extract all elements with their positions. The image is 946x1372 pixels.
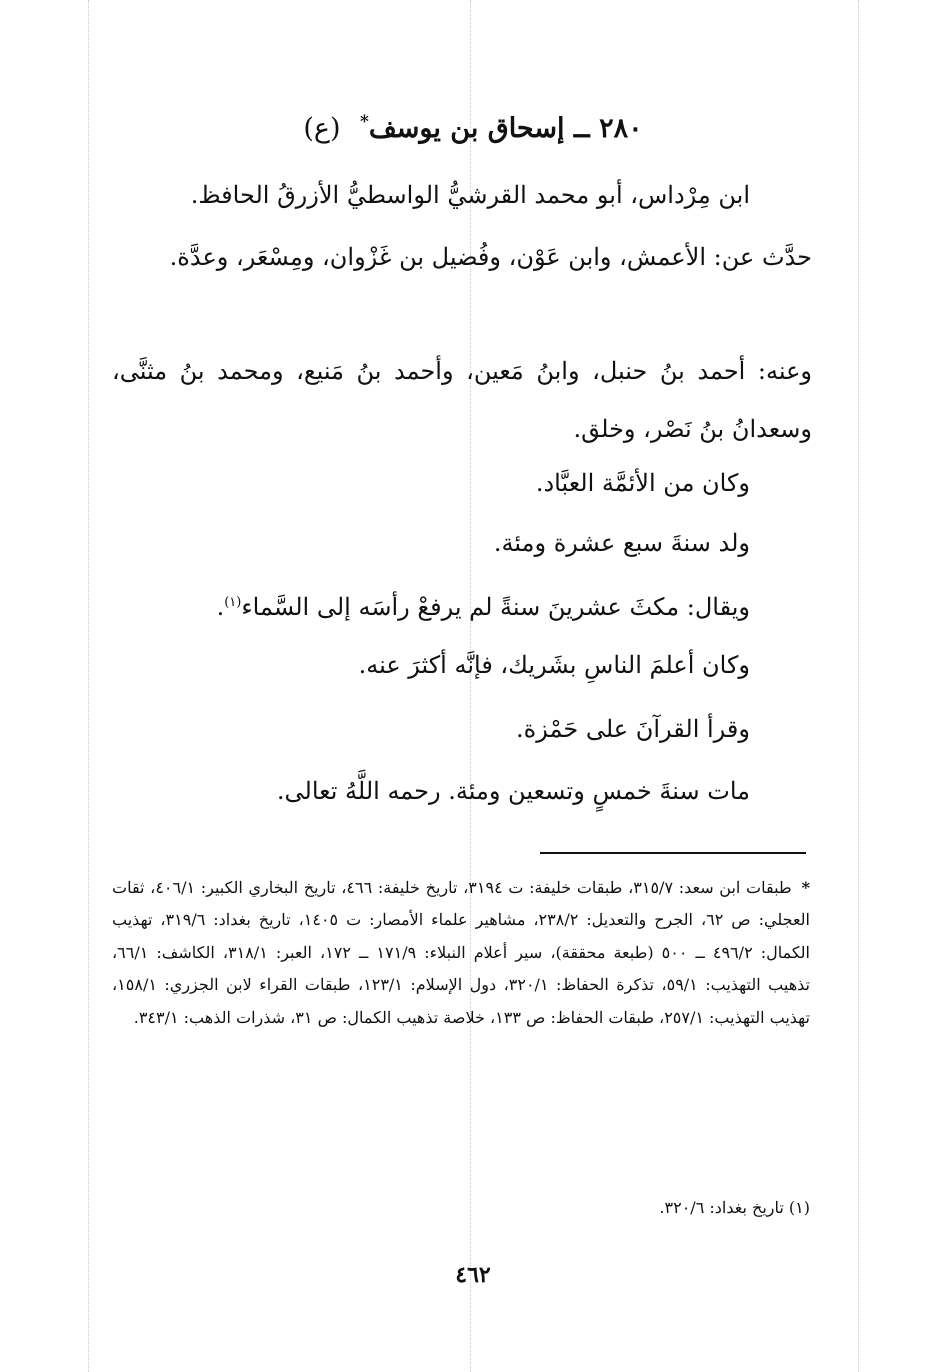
paragraph-teachers: حدَّث عن: الأعمش، وابن عَوْن، وفُضيل بن غَزْوان، ومِسْعَر، وعدَّة. xyxy=(169,243,812,271)
paragraph-character: وكان من الأئمَّة العبَّاد. xyxy=(535,469,750,497)
footnote-separator xyxy=(540,852,806,854)
paragraph-birth: ولد سنةَ سبع عشرة ومئة. xyxy=(493,529,750,557)
paragraph-students: وعنه: أحمد بنُ حنبل، وابنُ مَعين، وأحمد بنُ مَنيع، ومحمد بنُ مثنَّى، وسعدانُ بنُ نَصْر، وخلق. xyxy=(112,357,812,443)
sources-star-marker: * xyxy=(359,112,369,132)
paragraph-prayer-end: . xyxy=(216,593,225,621)
paragraph-prayer-text: ويقال: مكثَ عشرينَ سنةً لم يرفعْ رأسَه إلى السَّماء xyxy=(241,593,750,621)
sources-footnote xyxy=(112,872,810,1034)
sources-footnote-text: طبقات ابن سعد: ٣١٥/٧، طبقات خليفة: ت ٣١٩٤، تاريخ خليفة: ٤٦٦، تاريخ البخاري الكبير: ٤٠٦/١، ثقات العجلي: ص ٦٢، الجرح والتعديل: ٢٣٨/٢، مشاهير علماء الأمصار: ت ١٤٠٥، تاريخ بغداد: ٣١٩/٦، تهذيب الكمال: ٤٩٦/٢ ــ ٥٠٠ (طبعة محققة)، سير أعلام النبلاء: ١٧١/٩ ــ ١٧٢، العبر: ٣١٨/١، الكاشف: ٦٦/١، تذهيب التهذيب: ٥٩/١، تذكرة الحفاظ: ٣٢٠/١، دول الإسلام: ١٢٣/١، طبقات القراء لابن الجزري: ١٥٨/١، تهذيب التهذيب: ٢٥٧/١، طبقات الحفاظ: ص ١٣٣، خلاصة تذهيب الكمال: ص ٣١، شذرات الذهب: ٣٤٣/١. xyxy=(112,878,811,1027)
paragraph-death: مات سنةَ خمسٍ وتسعين ومئة. رحمه اللَّهُ تعالى. xyxy=(276,777,750,805)
page-number: ٤٦٢ xyxy=(455,1262,491,1288)
entry-number-name: ٢٨٠ ــ إسحاق بن يوسف xyxy=(368,113,643,144)
paragraph-prayer xyxy=(112,574,750,636)
footnote-1: (١) تاريخ بغداد: ٣٢٠/٦. xyxy=(659,1198,810,1217)
footnote-reference-1[interactable]: (١) xyxy=(224,595,242,610)
paragraph-recitation: وقرأ القرآنَ على حَمْزة. xyxy=(516,715,750,743)
entry-code: (ع) xyxy=(303,113,341,144)
paragraph-lineage: ابن مِرْداس، أبو محمد القرشيُّ الواسطيُّ الأزرقُ الحافظ. xyxy=(190,181,750,209)
sources-footnote-marker: * xyxy=(801,878,811,897)
entry-title xyxy=(0,112,946,144)
paragraph-knowledge: وكان أعلمَ الناسِ بشَريك، فإنَّه أكثرَ عنه. xyxy=(358,651,750,679)
